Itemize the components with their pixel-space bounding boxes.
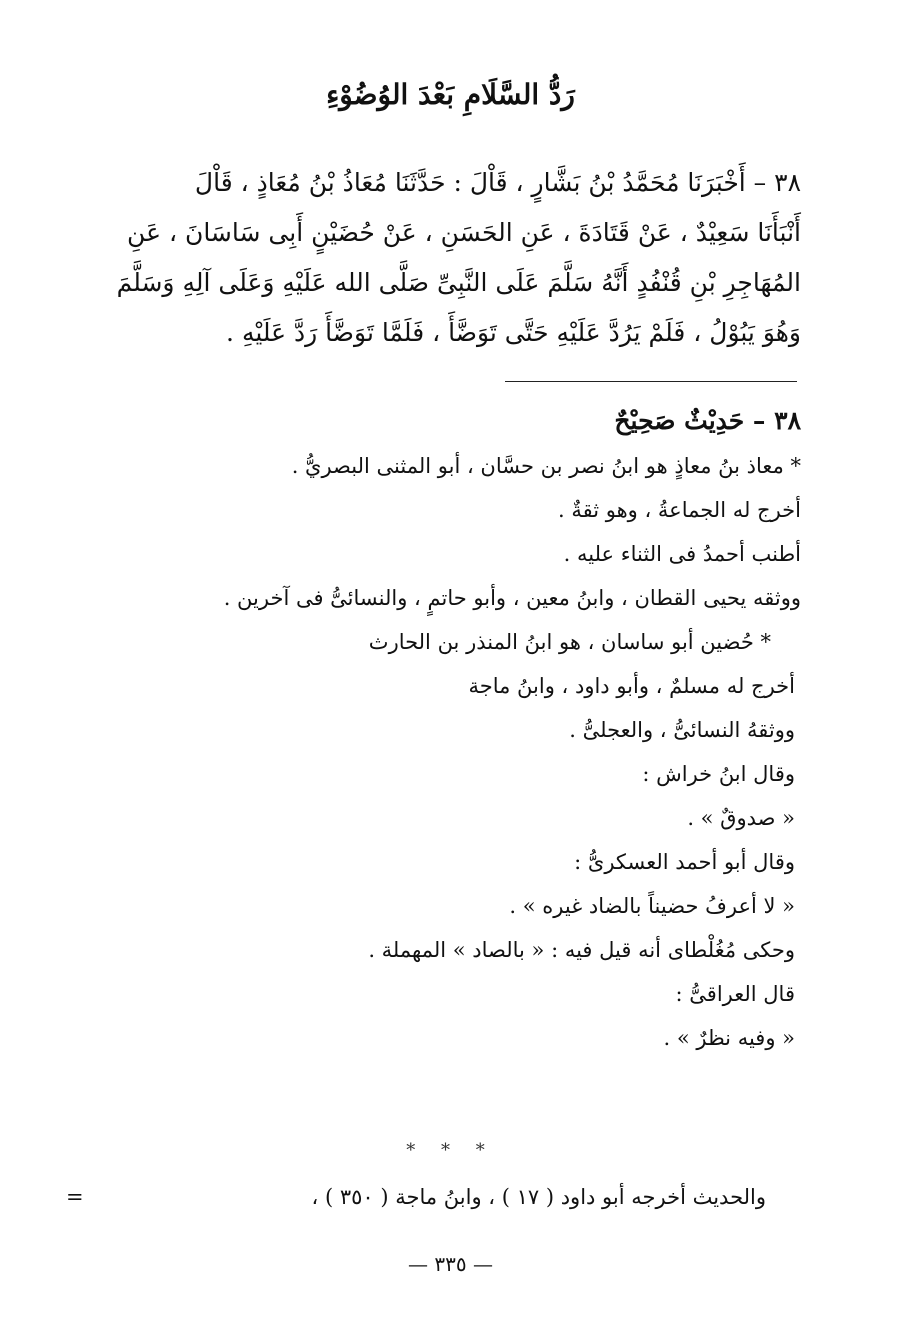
footer-reference xyxy=(66,1175,766,1219)
hadith-line: أَنْبَأَنَا سَعِيْدٌ ، عَنْ قَتَادَةَ ، عَنِ الحَسَنِ ، عَنْ حُضَيْنٍ أَبِى سَاسَانَ ، عَنِ xyxy=(127,218,801,247)
commentary-line: قال العراقىُّ : xyxy=(675,982,795,1006)
footnote-divider xyxy=(505,381,797,382)
commentary-line: ووثقه يحيى القطان ، وابنُ معين ، وأبو حاتمٍ ، والنسائىُّ فى آخرين . xyxy=(223,586,801,610)
commentary-line: وقال أبو أحمد العسكرىُّ : xyxy=(574,850,795,874)
hadith-line: ٣٨ – أَخْبَرَنَا مُحَمَّدُ بْنُ بَشَّارٍ ، قَاْلَ : حَدَّثَنَا مُعَاذُ بْنُ مُعَاذٍ ، قَاْلَ xyxy=(194,168,801,197)
chapter-title: رَدُّ السَّلَامِ بَعْدَ الوُضُوْءِ xyxy=(326,78,575,111)
commentary-line: « صدوقٌ » . xyxy=(687,806,795,830)
continuation-mark: = xyxy=(66,1185,84,1209)
commentary-line: « وفيه نظرٌ » . xyxy=(663,1026,795,1050)
commentary-line: * معاذ بنُ معاذٍ هو ابنُ نصر بن حسَّان ، أبو المثنى البصريُّ . xyxy=(291,454,801,478)
commentary-line: أخرج له الجماعةُ ، وهو ثقةٌ . xyxy=(557,498,801,522)
commentary-line: وحكى مُغُلْطاى أنه قيل فيه : « بالصاد » المهملة . xyxy=(368,938,795,962)
hadith-line: المُهَاجِرِ بْنِ قُنْفُدٍ أَنَّهُ سَلَّمَ عَلَى النَّبِىِّ صَلَّى الله عَلَيْهِ وَعَلَى آلِهِ وَسَلَّمَ xyxy=(116,268,801,297)
commentary-section xyxy=(96,398,801,1060)
commentary-line: أطنب أحمدُ فى الثناء عليه . xyxy=(563,542,801,566)
commentary-line: « لا أعرفُ حضيناً بالضاد غيره » . xyxy=(509,894,795,918)
footer-reference-text: والحديث أخرجه أبو داود ( ١٧ ) ، وابنُ ماجة ( ٣٥٠ ) ، xyxy=(311,1185,766,1209)
commentary-line: وقال ابنُ خراش : xyxy=(642,762,795,786)
hadith-text xyxy=(96,158,801,358)
commentary-line: أخرج له مسلمٌ ، وأبو داود ، وابنُ ماجة xyxy=(468,674,795,698)
page-number: — ٣٣٥ — xyxy=(408,1252,493,1276)
section-separator: * * * xyxy=(406,1140,495,1161)
hadith-line: وَهُوَ يَبُوْلُ ، فَلَمْ يَرُدَّ عَلَيْهِ حَتَّى تَوَضَّأَ ، فَلَمَّا تَوَضَّأَ رَدَّ عَلَيْهِ . xyxy=(226,318,801,347)
commentary-line: * حُضين أبو ساسان ، هو ابنُ المنذر بن الحارث xyxy=(368,630,771,654)
commentary-heading: ٣٨ – حَدِيْثٌ صَحِيْحٌ xyxy=(614,406,801,435)
commentary-line: ووثقهُ النسائىُّ ، والعجلىُّ . xyxy=(569,718,795,742)
